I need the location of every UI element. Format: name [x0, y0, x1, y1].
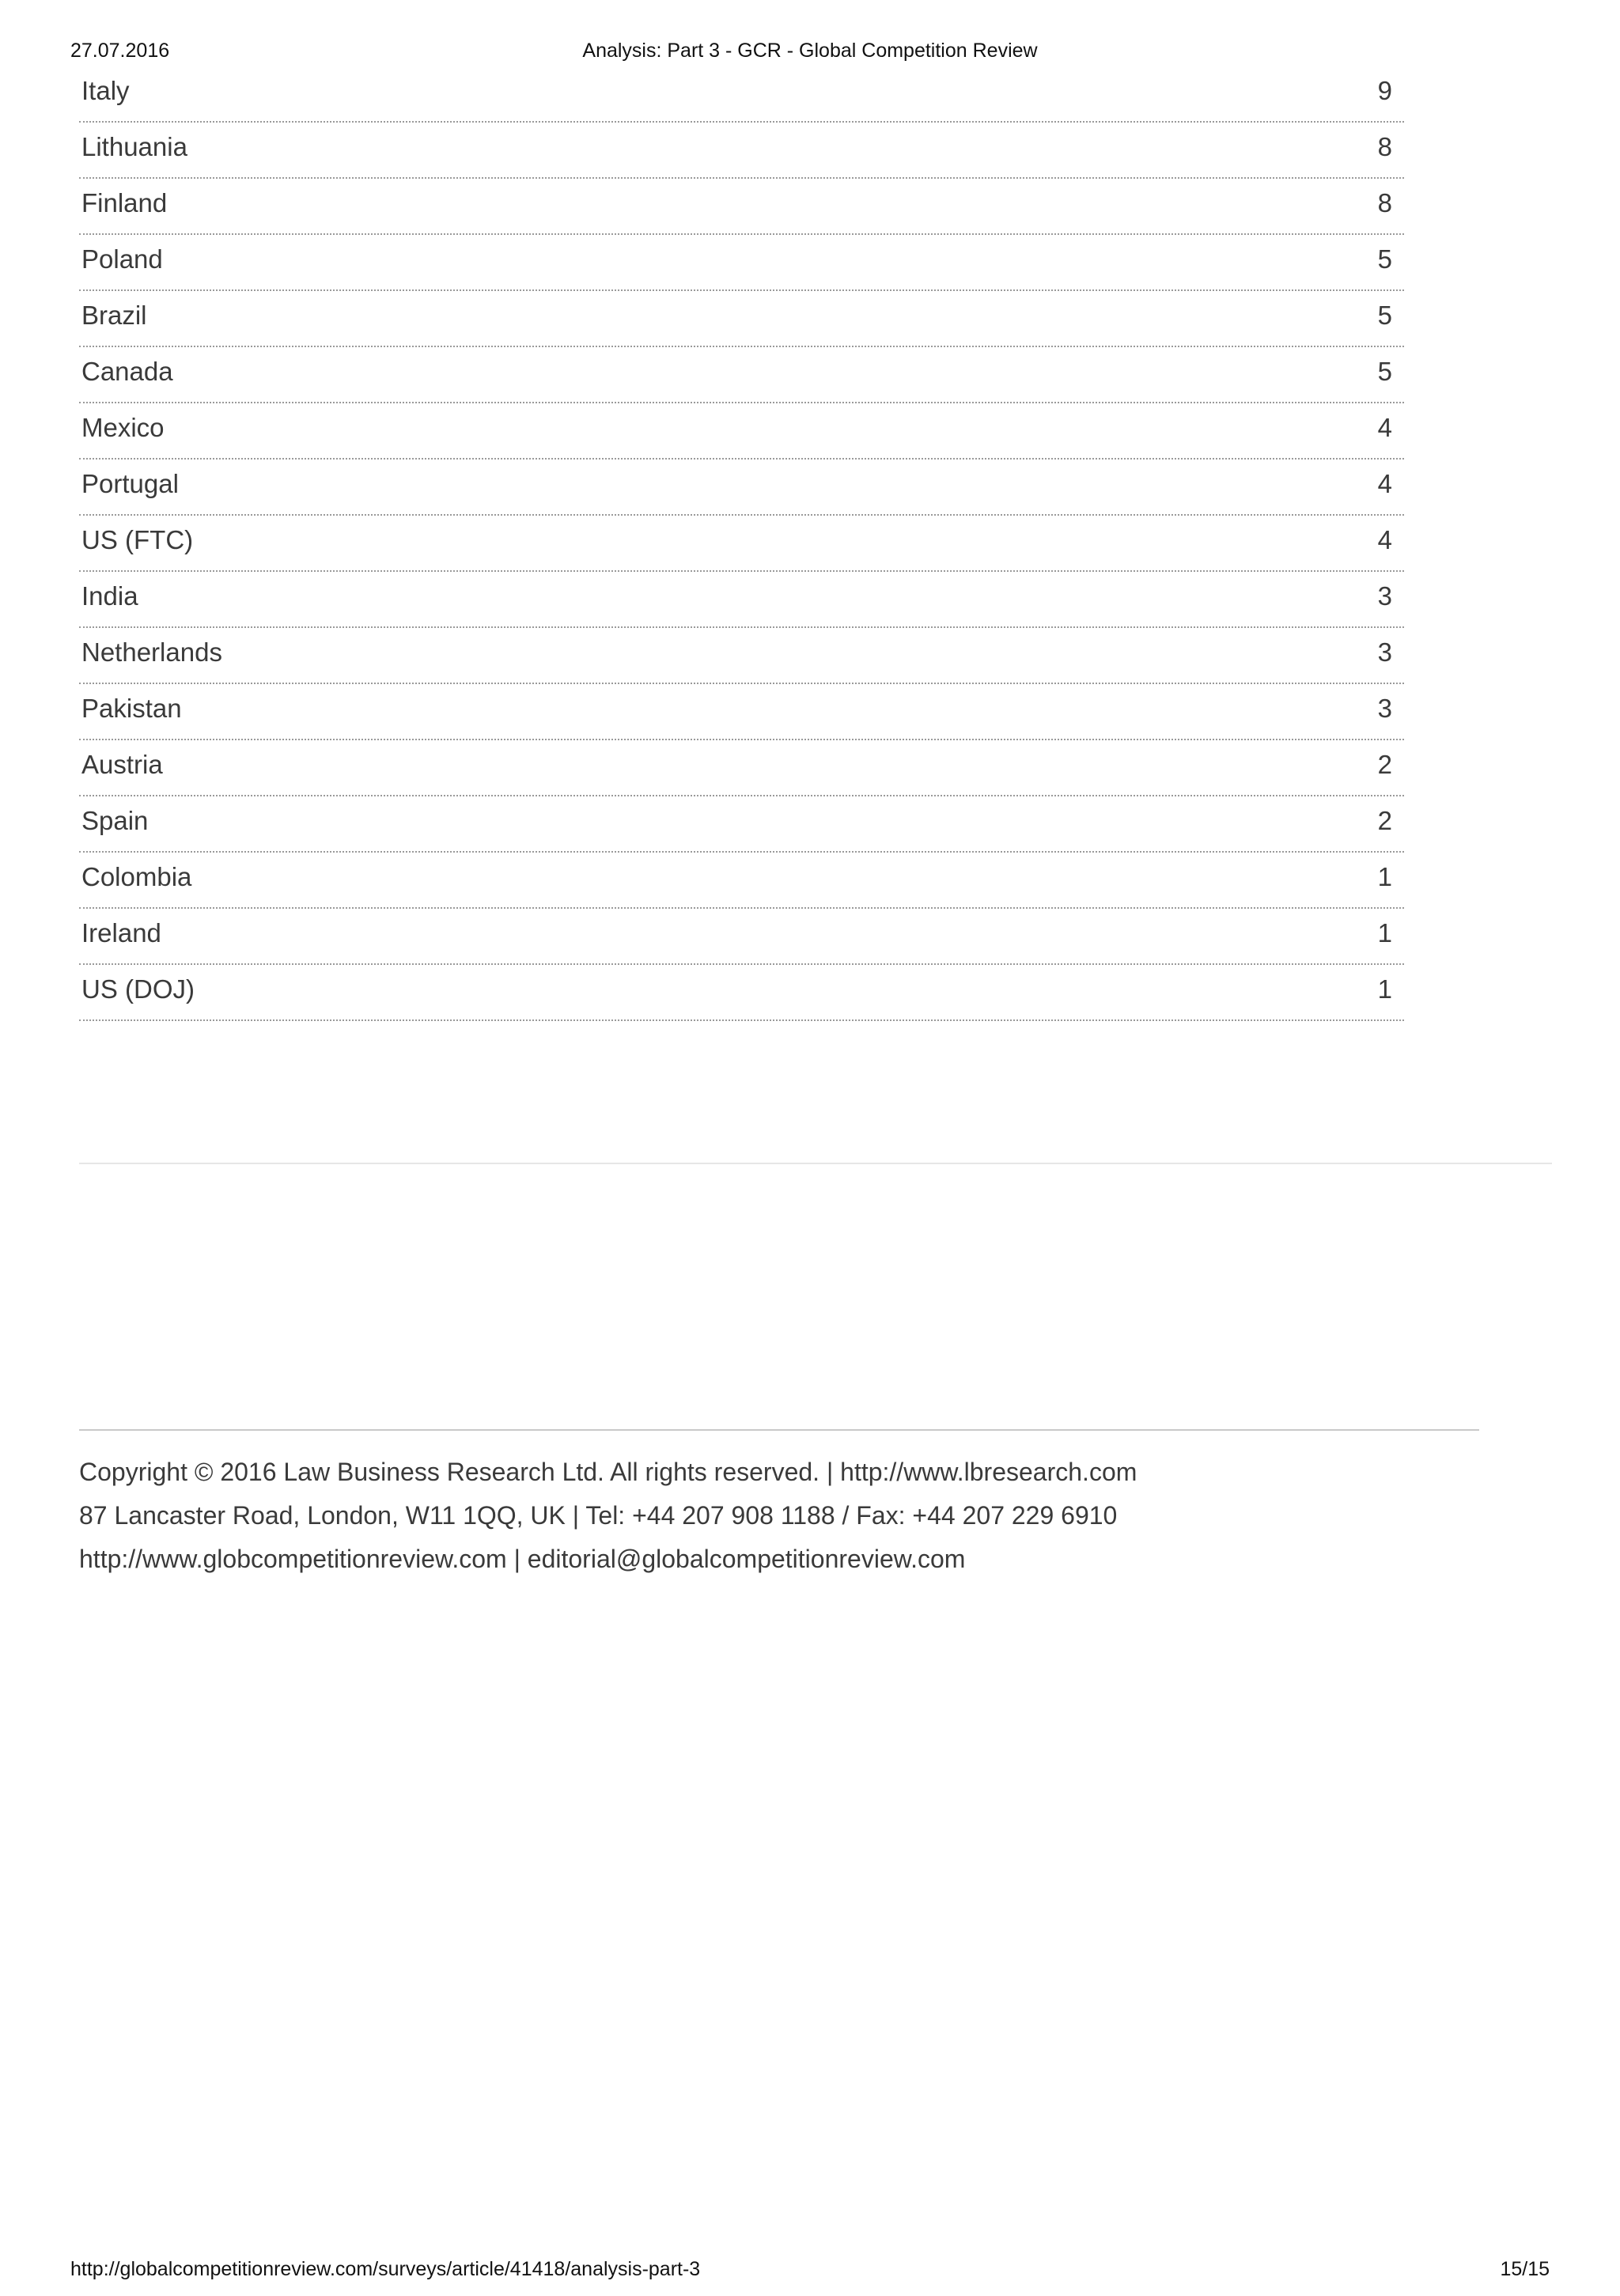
print-header: [70, 40, 1550, 68]
count-cell: 5: [1377, 357, 1392, 386]
page-number: 15/15: [1500, 2258, 1550, 2280]
count-cell: 1: [1377, 862, 1392, 891]
country-cell: India: [81, 581, 138, 611]
count-cell: 8: [1377, 188, 1392, 217]
country-cell: Netherlands: [81, 637, 222, 667]
count-cell: 9: [1377, 76, 1392, 105]
count-cell: 3: [1377, 694, 1392, 723]
country-cell: Lithuania: [81, 132, 187, 161]
table-row: [79, 740, 1404, 796]
country-cell: Mexico: [81, 413, 165, 442]
country-cell: Finland: [81, 188, 168, 217]
country-cell: Portugal: [81, 469, 179, 498]
table-row: [79, 684, 1404, 740]
table-row: [79, 572, 1404, 628]
country-count-table: [79, 66, 1404, 1021]
print-page-title: Analysis: Part 3 - GCR - Global Competition Review: [582, 40, 1038, 62]
print-url: http://globalcompetitionreview.com/surveys/article/41418/analysis-part-3: [70, 2258, 701, 2280]
country-cell: Poland: [81, 244, 163, 274]
count-cell: 3: [1377, 581, 1392, 611]
table-row: [79, 235, 1404, 291]
count-cell: 3: [1377, 637, 1392, 667]
site-footer: [79, 1451, 1137, 1581]
table-row: [79, 460, 1404, 516]
footer-links: http://www.globcompetitionreview.com | editorial@globalcompetitionreview.com: [79, 1545, 966, 1573]
table-row: [79, 516, 1404, 572]
count-cell: 1: [1377, 974, 1392, 1004]
table-row: [79, 853, 1404, 909]
count-cell: 2: [1377, 750, 1392, 779]
count-cell: 5: [1377, 301, 1392, 330]
country-cell: Pakistan: [81, 694, 182, 723]
count-cell: 8: [1377, 132, 1392, 161]
country-cell: Brazil: [81, 301, 147, 330]
table-row: [79, 179, 1404, 235]
count-cell: 2: [1377, 806, 1392, 835]
table-row: [79, 628, 1404, 684]
country-cell: Colombia: [81, 862, 192, 891]
count-cell: 4: [1377, 413, 1392, 442]
footer-divider: [79, 1429, 1479, 1431]
table-row: [79, 909, 1404, 965]
country-cell: Italy: [81, 76, 130, 105]
count-cell: 4: [1377, 525, 1392, 554]
country-cell: Canada: [81, 357, 173, 386]
section-divider: [79, 1163, 1552, 1164]
country-cell: Spain: [81, 806, 149, 835]
table-row: [79, 66, 1404, 123]
country-cell: US (FTC): [81, 525, 194, 554]
footer-copyright: Copyright © 2016 Law Business Research Ltd. All rights reserved. | http://www.lbresearch.com: [79, 1458, 1137, 1486]
table-row: [79, 403, 1404, 460]
count-cell: 1: [1377, 918, 1392, 948]
count-cell: 5: [1377, 244, 1392, 274]
country-cell: US (DOJ): [81, 974, 195, 1004]
table-row: [79, 347, 1404, 403]
footer-address: 87 Lancaster Road, London, W11 1QQ, UK | Tel: +44 207 908 1188 / Fax: +44 207 229 6910: [79, 1501, 1118, 1530]
table-row: [79, 123, 1404, 179]
print-date: 27.07.2016: [70, 40, 170, 62]
count-cell: 4: [1377, 469, 1392, 498]
country-cell: Austria: [81, 750, 163, 779]
table-row: [79, 291, 1404, 347]
country-cell: Ireland: [81, 918, 161, 948]
print-footer: [70, 2258, 1550, 2296]
table-row: [79, 796, 1404, 853]
table-row: [79, 965, 1404, 1021]
